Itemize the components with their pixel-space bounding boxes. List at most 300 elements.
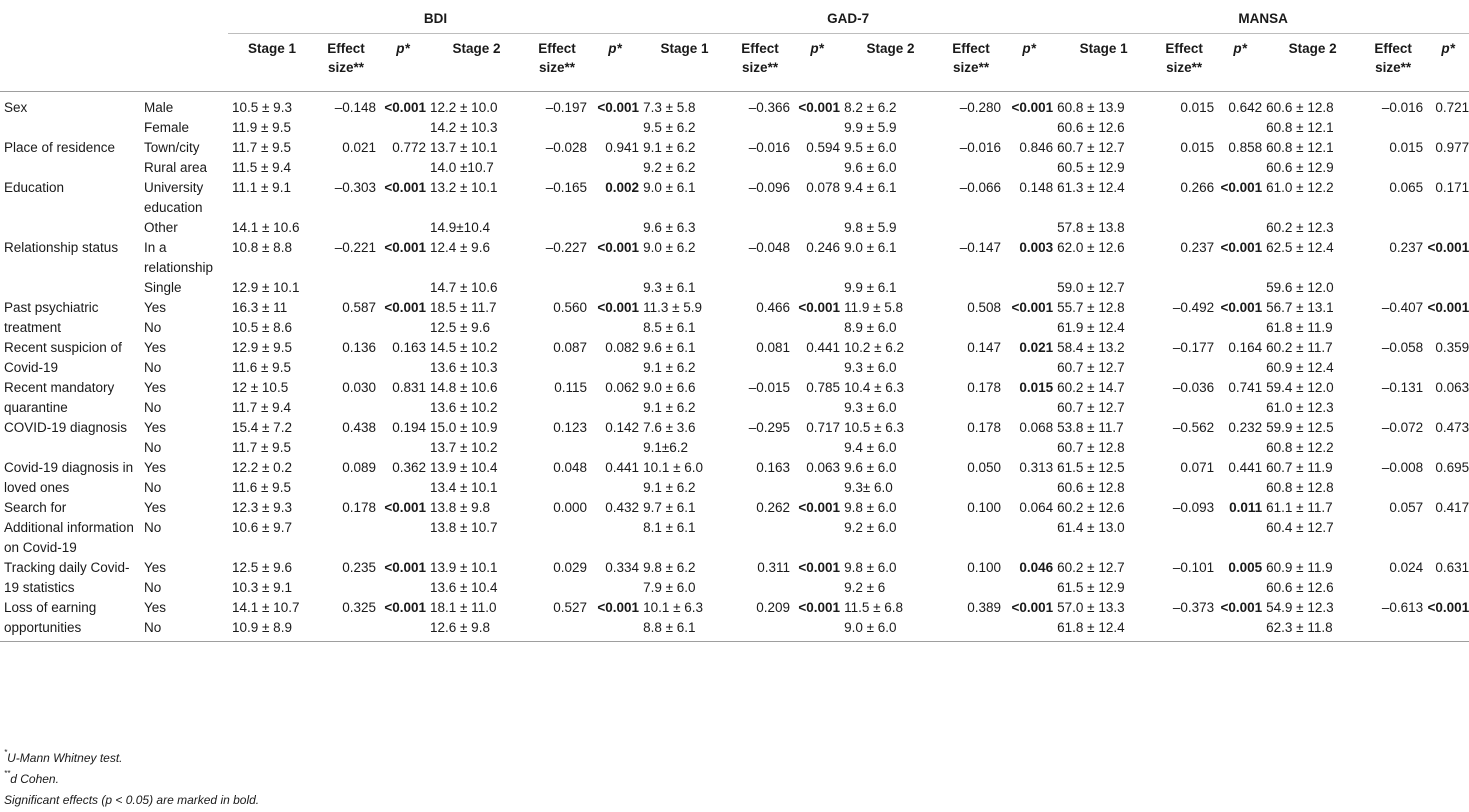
effect-size-cell [1359,298,1423,338]
effect-size-cell [523,278,587,298]
effect-size-cell [937,138,1001,158]
cell-value: 9.3± 6.0 [844,480,893,495]
cell-value: 59.6 ± 12.0 [1266,280,1334,295]
p-value-cell [1423,378,1469,418]
effect-size-cell [726,338,790,378]
cell-value: 9.2 ± 6.0 [844,520,897,535]
p-value-cell [1001,298,1053,338]
p-value-cell [1423,518,1469,558]
cell-value: 11.1 ± 9.1 [232,180,291,195]
mean-sd-cell [840,498,937,518]
p-value-cell [1001,418,1053,458]
p-value-cell [790,378,840,418]
column-header: Stage 1 [639,34,726,92]
row-variable: Relationship status [4,240,119,255]
cell-value: 60.6 ± 12.9 [1266,160,1334,175]
p-value-cell [376,498,426,518]
mean-sd-cell [840,558,937,598]
category-label: Male [144,100,174,115]
row-variable: Recent mandatory quarantine [4,380,115,415]
cell-value: 56.7 ± 13.1 [1266,300,1334,315]
mean-sd-cell [639,138,726,158]
cell-value: 0.417 [1435,500,1469,515]
row-variable: Covid-19 diagnosis in loved ones [4,460,134,495]
p-value-cell [376,118,426,138]
mean-sd-cell [426,98,523,118]
row-variable [0,278,140,298]
effect-size-cell [523,418,587,458]
table-row [0,138,1469,158]
mean-sd-cell [840,338,937,378]
mean-sd-cell [1262,118,1359,138]
cell-value: <0.001 [798,100,841,115]
cell-value: <0.001 [384,100,426,115]
row-category [140,298,228,338]
p-value-cell [1423,418,1469,458]
p-value-cell [587,158,639,178]
p-value-cell [1001,378,1053,418]
p-value-cell [1214,218,1262,238]
cell-value: 0.178 [967,380,1002,395]
note-effect-size: **d Cohen. [4,769,59,786]
cell-value: 9.0 ± 6.1 [844,240,897,255]
p-value-cell [587,278,639,298]
cell-value: 10.3 ± 9.1 [232,580,292,595]
cell-value: 0.178 [967,420,1002,435]
p-value-cell [587,418,639,458]
mean-sd-cell [639,338,726,378]
cell-value: 57.8 ± 13.8 [1057,220,1125,235]
mean-sd-cell [1053,238,1150,278]
effect-size-cell [1150,158,1214,178]
mean-sd-cell [426,298,523,338]
cell-value: –0.008 [1381,460,1424,475]
note-test: *U-Mann Whitney test. [4,748,123,765]
mean-sd-cell [639,98,726,118]
cell-value: 0.325 [342,600,376,615]
mean-sd-cell [1053,598,1150,642]
table-row [0,298,1469,338]
group-header-gad7: GAD-7 [639,4,1053,34]
mean-sd-cell [840,598,937,642]
effect-size-cell [1150,458,1214,498]
cell-value: –0.492 [1172,300,1215,315]
mean-sd-cell [840,518,937,558]
category-label: No [144,520,162,535]
category-label: No [144,480,162,495]
p-value-cell [376,558,426,598]
p-value-cell [790,118,840,138]
mean-sd-cell [1053,278,1150,298]
cell-value: 0.089 [342,460,376,475]
effect-size-cell [523,378,587,418]
cell-value: –0.280 [959,100,1002,115]
p-value-cell [1214,518,1262,558]
category-label: Single [144,280,182,295]
mean-sd-cell [840,458,937,498]
p-value-cell [1001,498,1053,518]
category-label: Yes [144,500,167,515]
cell-value: 0.063 [806,460,841,475]
effect-size-cell [1150,238,1214,278]
mean-sd-cell [639,498,726,518]
cell-value: 0.441 [1228,460,1263,475]
cell-value: 0.082 [605,340,640,355]
cell-value: –0.096 [748,180,791,195]
effect-size-cell [1359,218,1423,238]
row-category [140,338,228,378]
p-value-cell [1423,238,1469,278]
cell-value: <0.001 [597,240,640,255]
mean-sd-cell [1262,558,1359,598]
cell-value: 0.209 [756,600,791,615]
cell-value: –0.227 [545,240,587,255]
mean-sd-cell [1053,158,1150,178]
mean-sd-cell [840,218,937,238]
column-header: Stage 1 [1053,34,1150,92]
category-label: No [144,620,162,635]
mean-sd-cell [639,218,726,238]
p-value-cell [790,418,840,458]
cell-value: –0.303 [334,180,376,195]
row-variable: Past psychiatric treatment [4,300,99,335]
mean-sd-cell [639,378,726,418]
p-value-cell [1214,178,1262,218]
cell-value: –0.165 [545,180,587,195]
category-label: Yes [144,460,167,475]
cell-value: 16.3 ± 11 [232,300,288,315]
table-row [0,118,1469,138]
cell-value: 0.065 [1389,180,1424,195]
category-label: Yes [144,420,167,435]
cell-value: –0.016 [959,140,1002,155]
table-row [0,178,1469,218]
p-value-cell [1214,118,1262,138]
cell-value: 13.8 ± 10.7 [430,520,498,535]
effect-size-cell [1150,118,1214,138]
mean-sd-cell [1262,338,1359,378]
cell-value: 61.8 ± 11.9 [1266,320,1333,335]
cell-value: 13.4 ± 10.1 [430,480,498,495]
cell-value: 10.9 ± 8.9 [232,620,292,635]
cell-value: 0.050 [967,460,1002,475]
effect-size-cell [312,338,376,378]
mean-sd-cell [426,518,523,558]
mean-sd-cell [1262,238,1359,278]
row-category [140,458,228,498]
p-value-cell [587,238,639,278]
cell-value: 53.8 ± 11.7 [1057,420,1124,435]
cell-value: <0.001 [384,240,426,255]
mean-sd-cell [228,118,312,138]
cell-value: 9.0 ± 6.6 [643,380,696,395]
note-significance: Significant effects (p < 0.05) are marked in bold. [4,793,260,807]
p-value-cell [587,378,639,418]
cell-value: 0.432 [605,500,640,515]
p-value-cell [1423,298,1469,338]
cell-value: 13.6 ± 10.2 [430,400,498,415]
row-variable [0,158,140,178]
mean-sd-cell [1053,138,1150,158]
row-variable: Sex [4,100,28,115]
mean-sd-cell [1262,218,1359,238]
cell-value: 10.5 ± 6.3 [844,420,905,435]
cell-value: –0.147 [959,240,1002,255]
cell-value: 0.136 [342,340,376,355]
mean-sd-cell [1053,418,1150,458]
effect-size-cell [937,378,1001,418]
row-variable: Recent suspicion of Covid-19 [4,340,122,375]
p-value-cell [1214,378,1262,418]
cell-value: 0.015 [1389,140,1424,155]
cell-value: <0.001 [1220,180,1263,195]
cell-value: 0.359 [1435,340,1469,355]
table-notes [4,748,259,811]
cell-value: 15.4 ± 7.2 [232,420,292,435]
cell-value: <0.001 [1427,300,1469,315]
cell-value: 0.262 [756,500,791,515]
mean-sd-cell [228,598,312,642]
p-value-cell [1001,238,1053,278]
p-value-cell [1423,278,1469,298]
cell-value: 10.2 ± 6.2 [844,340,905,355]
cell-value: 0.846 [1019,140,1054,155]
mean-sd-cell [840,138,937,158]
group-header-bdi: BDI [228,4,639,34]
p-value-cell [790,458,840,498]
table-row [0,598,1469,642]
effect-size-cell [523,518,587,558]
mean-sd-cell [426,378,523,418]
cell-value: 12.5 ± 9.6 [232,560,292,575]
cell-value: 8.8 ± 6.1 [643,620,696,635]
cell-value: 0.441 [605,460,640,475]
mean-sd-cell [1262,278,1359,298]
cell-value: –0.295 [748,420,791,435]
cell-value: 60.8 ± 12.2 [1266,440,1334,455]
cell-value: –0.101 [1172,560,1215,575]
group-header-mansa: MANSA [1053,4,1469,34]
effect-size-cell [726,218,790,238]
cell-value: 0.311 [757,560,791,575]
mean-sd-cell [840,118,937,138]
p-value-cell [1423,498,1469,518]
p-value-cell [790,298,840,338]
cell-value: 60.8 ± 12.1 [1266,140,1334,155]
p-value-cell [1001,218,1053,238]
effect-size-cell [726,498,790,518]
effect-size-cell [312,98,376,118]
table-row [0,558,1469,598]
category-label: Female [144,120,190,135]
cell-value: –0.366 [748,100,791,115]
p-value-cell [376,338,426,378]
p-value-cell [1001,458,1053,498]
cell-value: 9.0 ± 6.2 [643,240,696,255]
column-header: p* [587,34,639,92]
cell-value: <0.001 [1220,600,1263,615]
table-row [0,278,1469,298]
mean-sd-cell [1053,338,1150,378]
cell-value: 61.1 ± 11.7 [1266,500,1333,515]
mean-sd-cell [426,118,523,138]
cell-value: 59.4 ± 12.0 [1266,380,1334,395]
effect-size-cell [1150,98,1214,118]
cell-value: <0.001 [1011,300,1054,315]
p-value-cell [1001,158,1053,178]
column-header: Effect size** [312,34,376,92]
effect-size-cell [523,158,587,178]
cell-value: 9.3 ± 6.0 [844,400,897,415]
p-value-cell [790,598,840,642]
cell-value: 60.7 ± 12.7 [1057,400,1125,415]
mean-sd-cell [426,338,523,378]
cell-value: 8.2 ± 6.2 [844,100,897,115]
p-value-cell [376,378,426,418]
cell-value: 59.0 ± 12.7 [1057,280,1125,295]
cell-value: 0.046 [1019,560,1054,575]
p-value-cell [587,498,639,518]
p-value-cell [1001,98,1053,118]
cell-value: 7.3 ± 5.8 [643,100,696,115]
mean-sd-cell [1262,178,1359,218]
p-value-cell [376,238,426,278]
cell-value: 0.246 [806,240,841,255]
cell-value: 0.237 [1389,240,1424,255]
p-value-cell [790,218,840,238]
cell-value: 0.164 [1228,340,1263,355]
p-value-cell [376,158,426,178]
cell-value: –0.177 [1172,340,1215,355]
effect-size-cell [523,498,587,518]
p-value-cell [790,178,840,218]
effect-size-cell [523,138,587,158]
cell-value: 12.2 ± 0.2 [232,460,292,475]
effect-size-cell [1359,418,1423,458]
cell-value: 60.6 ± 12.6 [1266,580,1334,595]
cell-value: 13.9 ± 10.1 [430,560,498,575]
row-variable: COVID-19 diagnosis [4,420,128,435]
cell-value: 0.068 [1019,420,1054,435]
cell-value: 9.5 ± 6.0 [844,140,897,155]
effect-size-cell [726,518,790,558]
category-label: University education [144,180,204,215]
p-value-cell [1423,178,1469,218]
effect-size-cell [523,298,587,338]
effect-size-cell [312,158,376,178]
table-row [0,458,1469,498]
cell-value: 10.6 ± 9.7 [232,520,292,535]
cell-value: 0.062 [605,380,640,395]
cell-value: <0.001 [798,600,841,615]
cell-value: 60.9 ± 12.4 [1266,360,1334,375]
category-label: Yes [144,300,167,315]
mean-sd-cell [639,298,726,338]
cell-value: 9.3 ± 6.0 [844,360,897,375]
cell-value: 0.115 [554,380,587,395]
p-value-cell [1214,158,1262,178]
cell-value: 12.5 ± 9.6 [430,320,490,335]
cell-value: 0.171 [1435,180,1469,195]
cell-value: 10.5 ± 9.3 [232,100,292,115]
cell-value: –0.221 [334,240,376,255]
column-header: p* [376,34,426,92]
cell-value: <0.001 [384,300,426,315]
mean-sd-cell [639,518,726,558]
p-value-cell [376,138,426,158]
mean-sd-cell [639,238,726,278]
cell-value: 9.1 ± 6.2 [643,480,696,495]
cell-value: 12.3 ± 9.3 [232,500,292,515]
cell-value: 13.9 ± 10.4 [430,460,498,475]
cell-value: 0.024 [1389,560,1424,575]
effect-size-cell [1150,418,1214,458]
cell-value: <0.001 [1220,300,1263,315]
cell-value: 0.078 [806,180,841,195]
cell-value: 9.8 ± 5.9 [844,220,897,235]
mean-sd-cell [228,558,312,598]
cell-value: 61.5 ± 12.9 [1057,580,1125,595]
cell-value: 60.2 ± 11.7 [1266,340,1333,355]
cell-value: 60.6 ± 12.8 [1266,100,1334,115]
cell-value: 0.011 [1229,500,1263,515]
cell-value: 0.048 [553,460,587,475]
cell-value: 11.6 ± 9.5 [232,360,291,375]
cell-value: <0.001 [384,600,426,615]
cell-value: 9.7 ± 6.1 [643,500,696,515]
sub-header-row [0,34,1469,92]
cell-value: <0.001 [1427,240,1469,255]
mean-sd-cell [1053,518,1150,558]
p-value-cell [790,518,840,558]
effect-size-cell [312,458,376,498]
mean-sd-cell [840,158,937,178]
column-header: p* [1001,34,1053,92]
effect-size-cell [1150,598,1214,642]
cell-value: 9.2 ± 6.2 [643,160,696,175]
row-variable [0,118,140,138]
cell-value: <0.001 [384,560,426,575]
cell-value: 14.0 ±10.7 [430,160,494,175]
p-value-cell [1214,598,1262,642]
p-value-cell [790,158,840,178]
mean-sd-cell [228,518,312,558]
mean-sd-cell [639,178,726,218]
cell-value: 11.7 ± 9.4 [232,400,291,415]
category-label: Yes [144,340,167,355]
p-value-cell [1214,298,1262,338]
mean-sd-cell [840,98,937,118]
cell-value: –0.093 [1172,500,1215,515]
cell-value: 0.000 [553,500,587,515]
cell-value: 9.1 ± 6.2 [643,360,696,375]
cell-value: <0.001 [798,500,841,515]
cell-value: 0.178 [342,500,376,515]
cell-value: 9.3 ± 6.1 [643,280,696,295]
cell-value: 8.5 ± 6.1 [643,320,696,335]
mean-sd-cell [1053,298,1150,338]
cell-value: –0.058 [1381,340,1424,355]
cell-value: 10.1 ± 6.3 [643,600,704,615]
cell-value: 62.3 ± 11.8 [1266,620,1333,635]
row-category [140,118,228,138]
effect-size-cell [1359,498,1423,518]
p-value-cell [1001,138,1053,158]
mean-sd-cell [228,138,312,158]
cell-value: 60.2 ± 14.7 [1057,380,1125,395]
column-header: p* [1214,34,1262,92]
mean-sd-cell [840,298,937,338]
